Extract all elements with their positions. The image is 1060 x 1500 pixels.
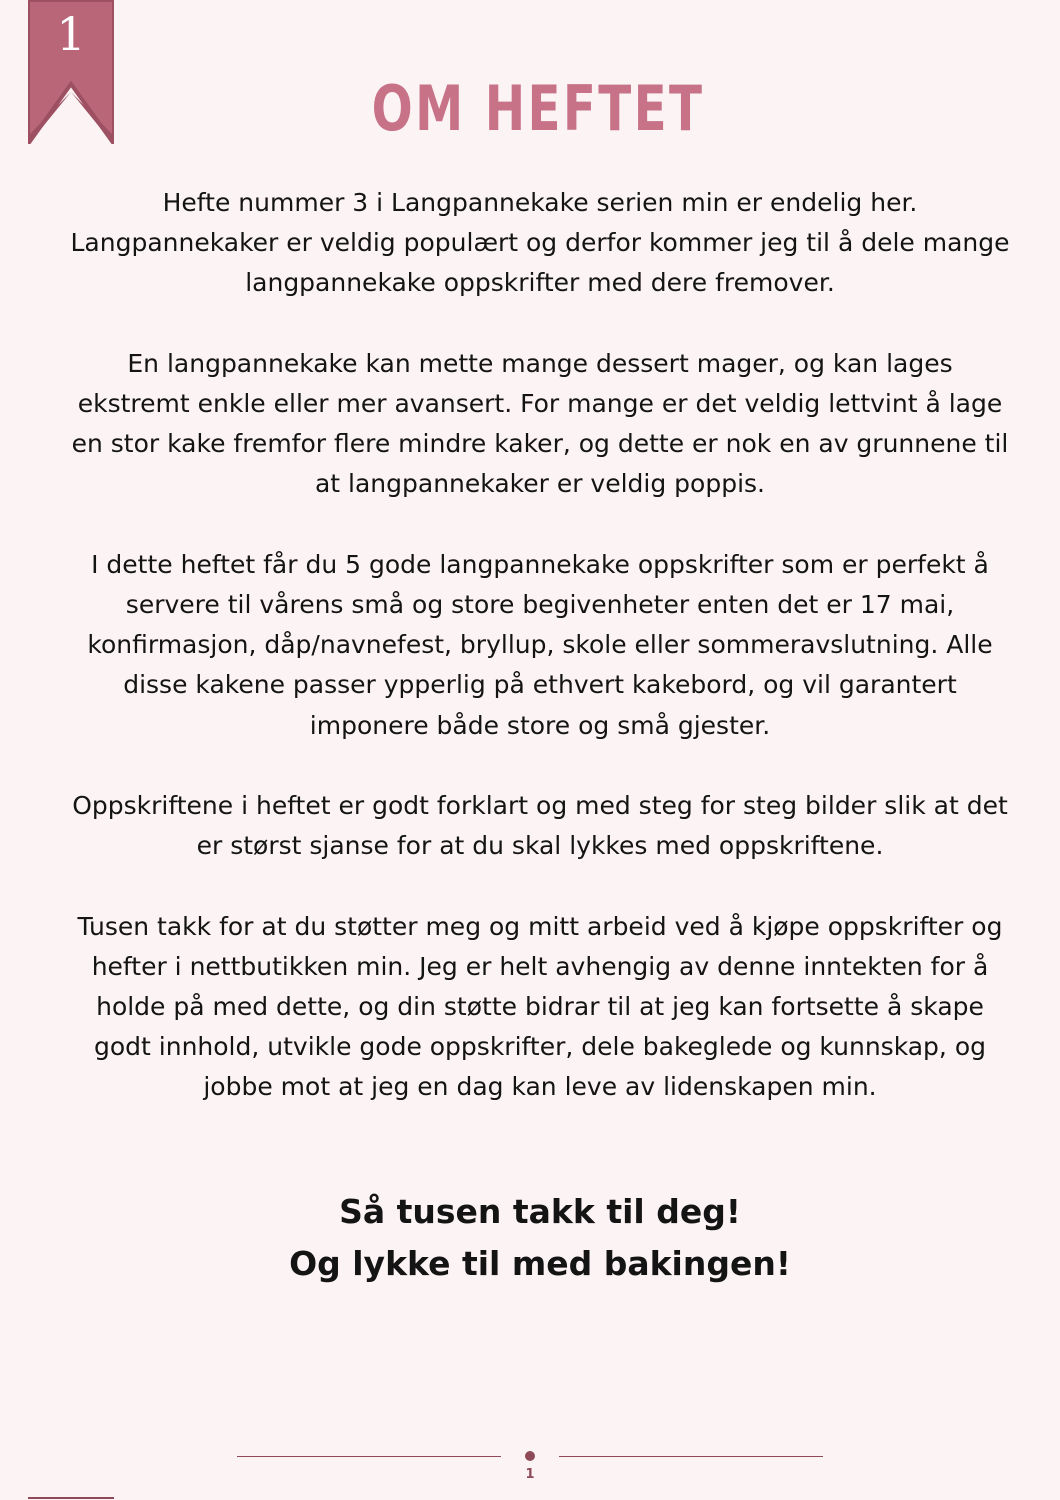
bottom-rule (28, 1497, 114, 1499)
chapter-ribbon (28, 0, 114, 144)
closing-message (70, 1186, 1010, 1290)
closing-line-1: Så tusen takk til deg! (339, 1192, 741, 1231)
intro-text (70, 183, 1010, 1148)
page-title: OM HEFTET (371, 72, 705, 145)
footer-dot-icon (525, 1451, 535, 1461)
closing-line-2: Og lykke til med bakingen! (289, 1244, 791, 1283)
paragraph-1: Hefte nummer 3 i Langpannekake serien min er endelig her. Langpannekaker er veldig populært og derfor kommer jeg til å dele mange langpannekake oppskrifter med dere fremover. (70, 188, 1010, 298)
paragraph-3: I dette heftet får du 5 gode langpannekake oppskrifter som er perfekt å servere til vårens små og store begivenheter enten det er 17 mai, konfirmasjon, dåp/navnefest, bryllup, skole eller sommeravslutning. Alle disse kakene passer ypperlig på ethvert kakebord, og vil garantert imponere både store og små gjester. (87, 549, 993, 740)
paragraph-4: Oppskriftene i heftet er godt forklart og med steg for steg bilder slik at det er størst sjanse for at du skal lykkes med oppskriftene. (72, 791, 1008, 861)
page-number: 1 (525, 1467, 535, 1482)
paragraph-5: Tusen takk for at du støtter meg og mitt arbeid ved å kjøpe oppskrifter og hefter i nettbutikken min. Jeg er helt avhengig av denne inntekten for å holde på med dette, og din støtte bidrar til at jeg kan fortsette å skape godt innhold, utvikle gode oppskrifter, dele bakeglede og kunnskap, og jobbe mot at jeg en dag kan leve av lidenskapen min. (77, 911, 1003, 1102)
footer-divider-left (237, 1456, 501, 1457)
chapter-number: 1 (56, 7, 86, 61)
footer-divider-right (559, 1456, 823, 1457)
paragraph-2: En langpannekake kan mette mange dessert mager, og kan lages ekstremt enkle eller mer avansert. For mange er det veldig lettvint å lage en stor kake fremfor flere mindre kaker, og dette er nok en av grunnene til at langpannekaker er veldig poppis. (71, 348, 1009, 499)
